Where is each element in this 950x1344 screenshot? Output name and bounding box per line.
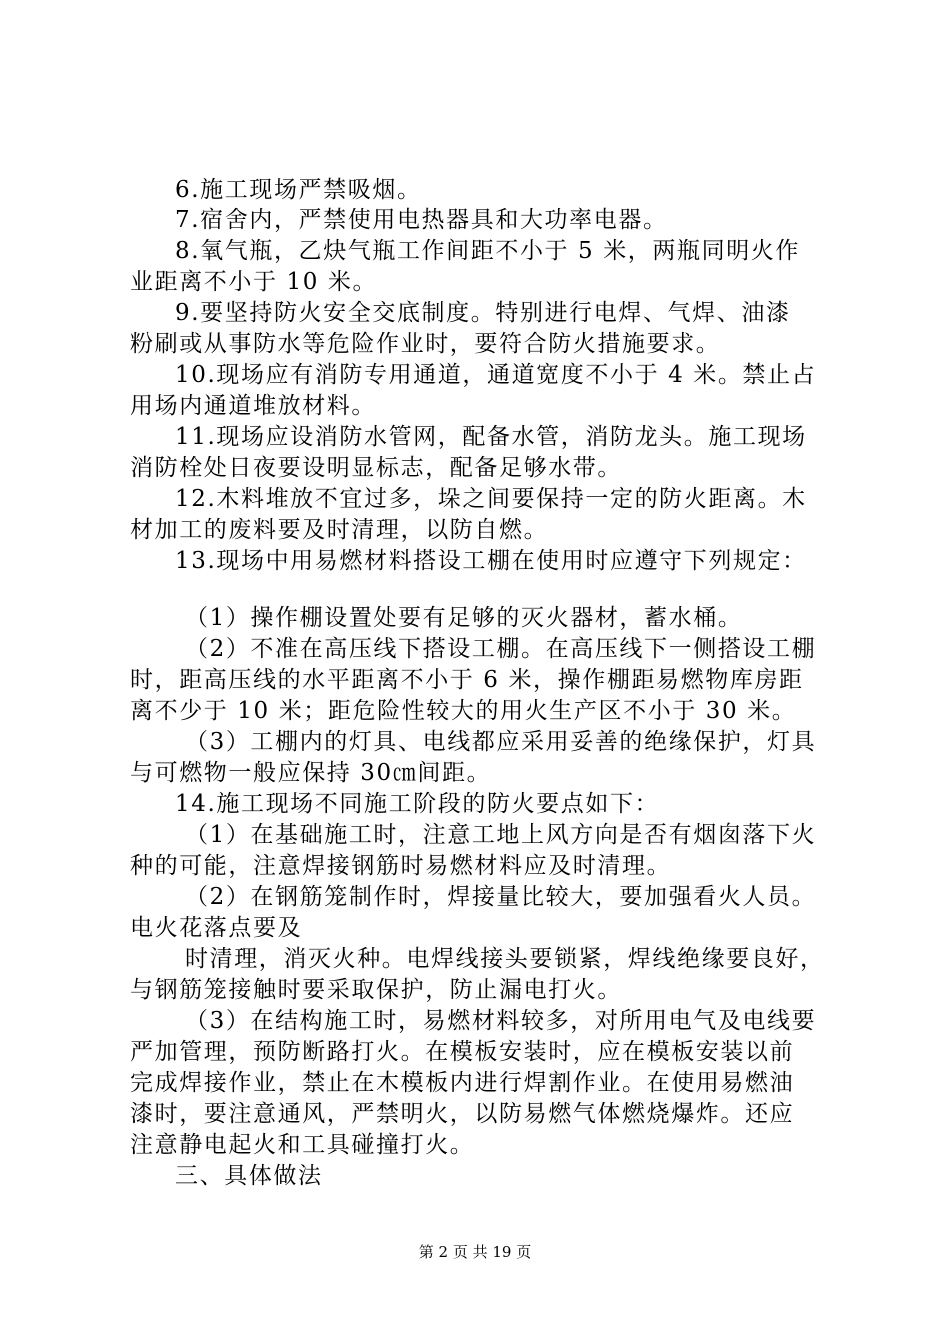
- text-line: 9.要坚持防火安全交底制度。特别进行电焊、气焊、油漆: [175, 300, 791, 326]
- text-line: 7.宿舍内，严禁使用电热器具和大功率电器。: [175, 207, 668, 233]
- text-line: 时清理，消灭火种。电焊线接头要锁紧，焊线绝缘要良好，: [185, 946, 825, 972]
- text-line: 6.施工现场严禁吸烟。: [175, 177, 422, 203]
- text-line: 12.木料堆放不宜过多，垛之间要保持一定的防火距离。木: [175, 486, 807, 512]
- text-line: 种的可能，注意焊接钢筋时易燃材料应及时清理。: [130, 853, 672, 879]
- text-line: （1）操作棚设置处要有足够的灭火器材，蓄水桶。: [185, 605, 743, 631]
- text-line: 时，距高压线的水平距离不小于 6 米，操作棚距易燃物库房距: [130, 667, 804, 693]
- text-line: （3）在结构施工时，易燃材料较多，对所用电气及电线要: [185, 1008, 817, 1034]
- text-line: 消防栓处日夜要设明显标志，配备足够水带。: [130, 455, 622, 481]
- text-line: 用场内通道堆放材料。: [130, 393, 376, 419]
- section-heading: 三、具体做法: [175, 1163, 323, 1189]
- text-line: 电火花落点要及: [130, 915, 303, 941]
- text-line: 与钢筋笼接触时要采取保护，防止漏电打火。: [130, 977, 622, 1003]
- text-line: 8.氧气瓶，乙炔气瓶工作间距不小于 5 米，两瓶同明火作: [175, 238, 800, 264]
- text-line: 离不少于 10 米；距危险性较大的用火生产区不小于 30 米。: [130, 698, 797, 724]
- text-line: 注意静电起火和工具碰撞打火。: [130, 1132, 475, 1158]
- text-line: 14.施工现场不同施工阶段的防火要点如下：: [175, 791, 660, 817]
- text-line: 11.现场应设消防水管网，配备水管，消防龙头。施工现场: [175, 424, 807, 450]
- text-line: 业距离不小于 10 米。: [130, 269, 378, 295]
- text-line: 10.现场应有消防专用通道，通道宽度不小于 4 米。禁止占: [175, 362, 817, 388]
- text-line: （2）不准在高压线下搭设工棚。在高压线下一侧搭设工棚: [185, 636, 817, 662]
- text-line: （1）在基础施工时，注意工地上风方向是否有烟囱落下火: [185, 822, 817, 848]
- text-line: 13.现场中用易燃材料搭设工棚在使用时应遵守下列规定：: [175, 548, 807, 574]
- text-line: 材加工的废料要及时清理，以防自燃。: [130, 517, 549, 543]
- text-line: 漆时，要注意通风，严禁明火，以防易燃气体燃烧爆炸。还应: [130, 1101, 795, 1127]
- text-line: （2）在钢筋笼制作时，焊接量比较大，要加强看火人员。: [185, 884, 817, 910]
- text-line: 严加管理，预防断路打火。在模板安装时，应在模板安装以前: [130, 1039, 795, 1065]
- page-footer: 第 2 页 共 19 页: [418, 1243, 532, 1261]
- text-line: （3）工棚内的灯具、电线都应采用妥善的绝缘保护，灯具: [185, 729, 817, 755]
- text-line: 粉刷或从事防水等危险作业时，要符合防火措施要求。: [130, 331, 721, 357]
- text-line: 与可燃物一般应保持 30㎝间距。: [130, 760, 492, 786]
- text-line: 完成焊接作业，禁止在木模板内进行焊割作业。在使用易燃油: [130, 1070, 795, 1096]
